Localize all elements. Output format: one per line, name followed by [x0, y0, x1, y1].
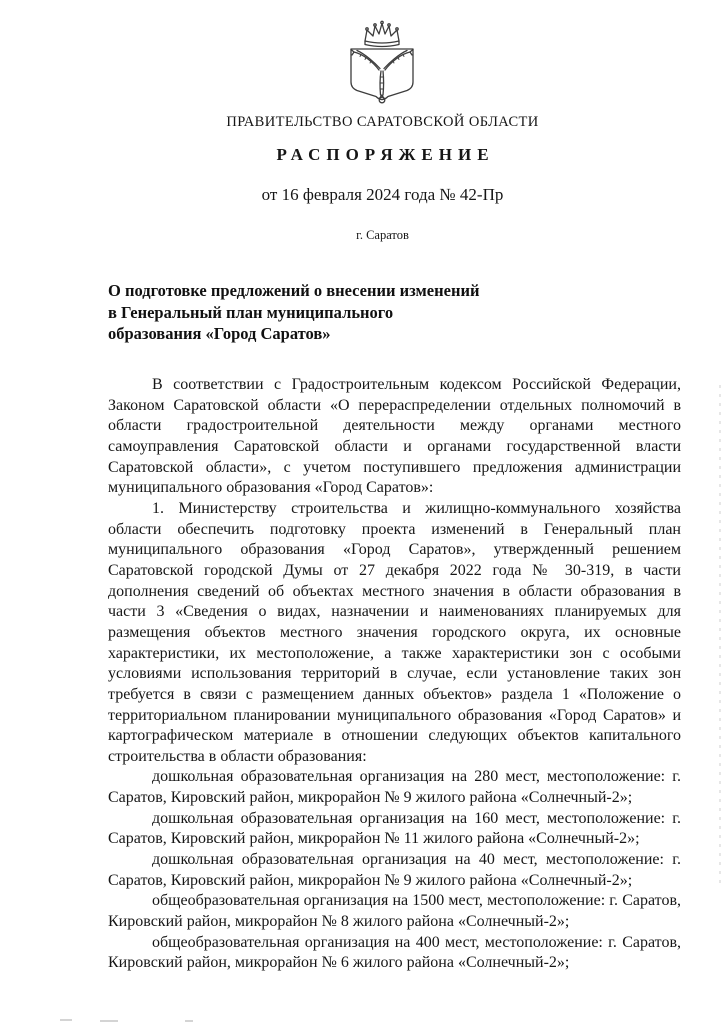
object-list-item-5: общеобразовательная организация на 400 мест, местоположение: г. Саратов, Кировский район, микрорайон № 6 жилого района «Солнечный-2»;	[108, 933, 681, 972]
document-subject-line-3: образования «Город Саратов»	[108, 324, 331, 343]
object-list-item-2: дошкольная образовательная организация на 160 мест, местоположение: г. Саратов, Кировский район, микрорайон № 11 жилого района «Солнечный-2»;	[108, 809, 681, 848]
object-list-item-3: дошкольная образовательная организация на 40 мест, местоположение: г. Саратов, Кировский район, микрорайон № 9 жилого района «Солнечный-2»;	[108, 851, 681, 889]
document-subject-line-2: в Генеральный план муниципального	[108, 302, 394, 322]
preamble-paragraph: В соответствии с Градостроительным кодексом Российской Федерации, Законом Саратовской области «О перераспределении отдельных полномочий в области градостроительной деятельности между органами местного самоуправления Саратовской области и органами государственной власти Саратовской области», с учетом поступившего предложения администрации муниципального образования «Город Саратов»:	[108, 376, 681, 497]
document-date-number: от 16 февраля 2024 года № 42-Пр	[261, 185, 504, 204]
document-subject	[108, 280, 479, 345]
scan-bottom-artifact	[60, 1019, 72, 1021]
object-list-item-1: дошкольная образовательная организация на 280 мест, местоположение: г. Саратов, Кировский район, микрорайон № 9 жилого района «Солнечный-2»;	[108, 768, 681, 807]
saratov-coat-of-arms-icon	[340, 19, 424, 107]
scan-bottom-artifact	[100, 1020, 118, 1022]
item-1-paragraph: 1. Министерству строительства и жилищно-коммунального хозяйства области обеспечить подготовку проекта изменений в Генеральный план муниципального образования «Город Саратов», утвержденный решением Саратовской городской Думы от 27 декабря 2022 года № 30-319, в части дополнения сведений об объектах местного значения в области образования в части 3 «Сведения о видах, назначении и наименованиях планируемых для размещения объектов местного значения городского округа, их основные характеристики, их местоположение, а также характеристики зон с особыми условиями использования территорий в случае, если установление таких зон требуется в связи с размещением данных объектов» раздела 1 «Положение о территориальном планировании муниципального образования «Город Саратов» и картографическом материале в отношении следующих объектов капитального строительства в области образования:	[108, 499, 681, 765]
issuing-authority: ПРАВИТЕЛЬСТВО САРАТОВСКОЙ ОБЛАСТИ	[226, 114, 539, 130]
scan-noise-right-artifact	[719, 385, 721, 885]
document-body	[108, 375, 681, 974]
document-city: г. Саратов	[356, 228, 409, 242]
document-subject-line-1: О подготовке предложений о внесении изменений	[108, 281, 480, 300]
document-type-title: РАСПОРЯЖЕНИЕ	[276, 145, 495, 164]
object-list-item-4: общеобразовательная организация на 1500 мест, местоположение: г. Саратов, Кировский район, микрорайон № 8 жилого района «Солнечный-2»;	[108, 892, 681, 931]
scan-bottom-artifact	[185, 1020, 193, 1022]
